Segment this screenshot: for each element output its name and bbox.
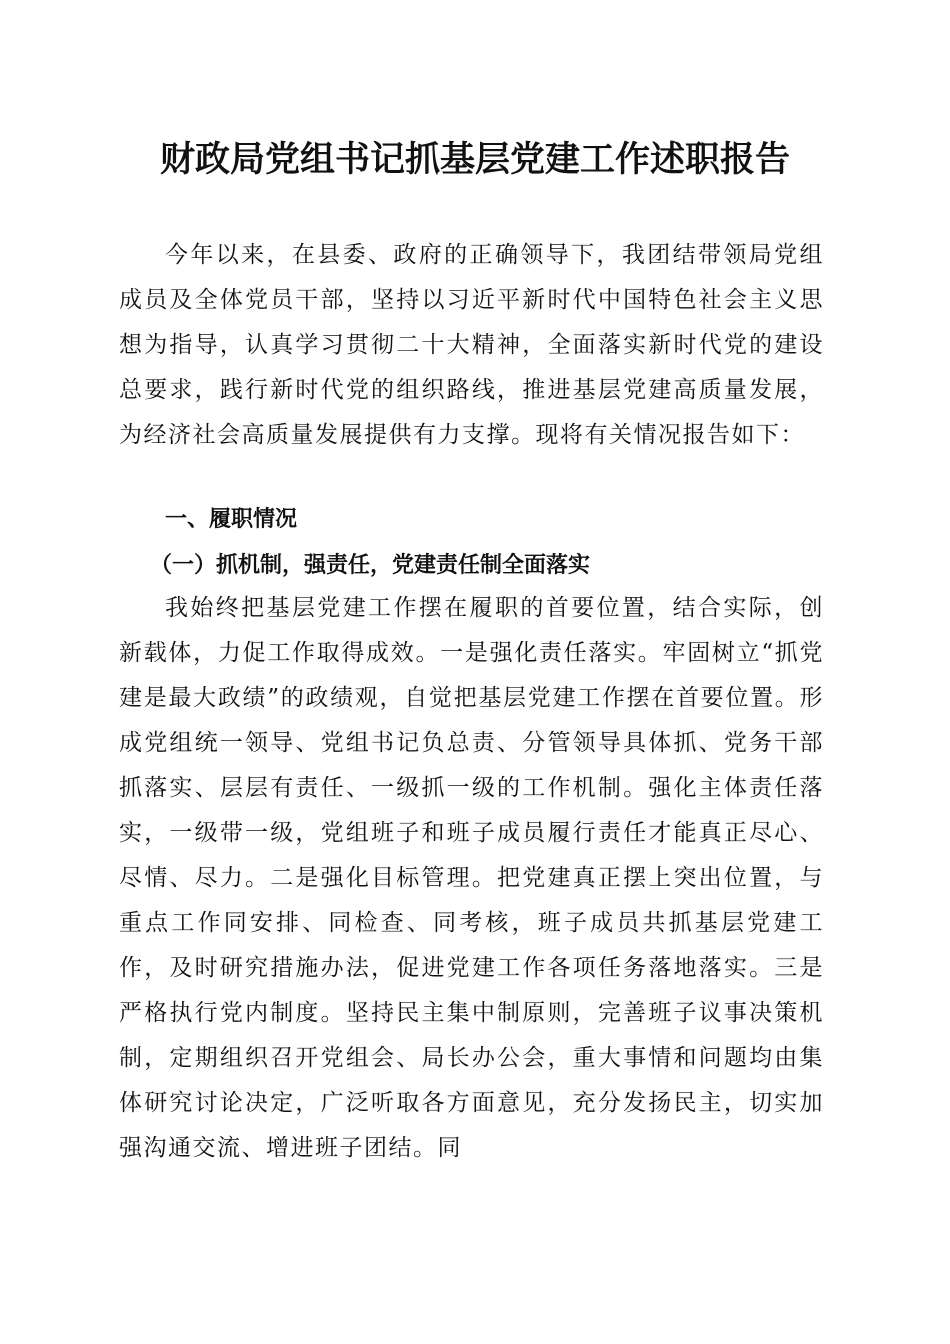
section-heading: 一、履职情况	[165, 507, 298, 532]
body-paragraph: 我始终把基层党建工作摆在履职的首要位置，结合实际，创新载体，力促工作取得成效。一是强化责任落实。牢固树立“抓党建是最大政绩”的政绩观，自觉把基层党建工作摆在首要位置。形成党组统一领导、党组书记负总责、分管领导具体抓、党务干部抓落实、层层有责任、一级抓一级的工作机制。强化主体责任落实，一级带一级，党组班子和班子成员履行责任才能真正尽心、尽情、尽力。二是强化目标管理。把党建真正摆上突出位置，与重点工作同安排、同检查、同考核，班子成员共抓基层党建工作，及时研究措施办法，促进党建工作各项任务落地落实。三是严格执行党内制度。坚持民主集中制原则，完善班子议事决策机制，定期组织召开党组会、局长办公会，重大事情和问题均由集体研究讨论决定，广泛听取各方面意见，充分发扬民主，切实加强沟通交流、增进班子团结。同	[119, 595, 824, 1161]
document-title: 财政局党组书记抓基层党建工作述职报告	[159, 139, 790, 180]
intro-paragraph: 今年以来，在县委、政府的正确领导下，我团结带领局党组成员及全体党员干部，坚持以习近平新时代中国特色社会主义思想为指导，认真学习贯彻二十大精神，全面落实新时代党的建设总要求，践行新时代党的组织路线，推进基层党建高质量发展，为经济社会高质量发展提供有力支撑。现将有关情况报告如下：	[119, 242, 824, 448]
subsection-heading: （一）抓机制，强责任，党建责任制全面落实	[150, 552, 591, 578]
